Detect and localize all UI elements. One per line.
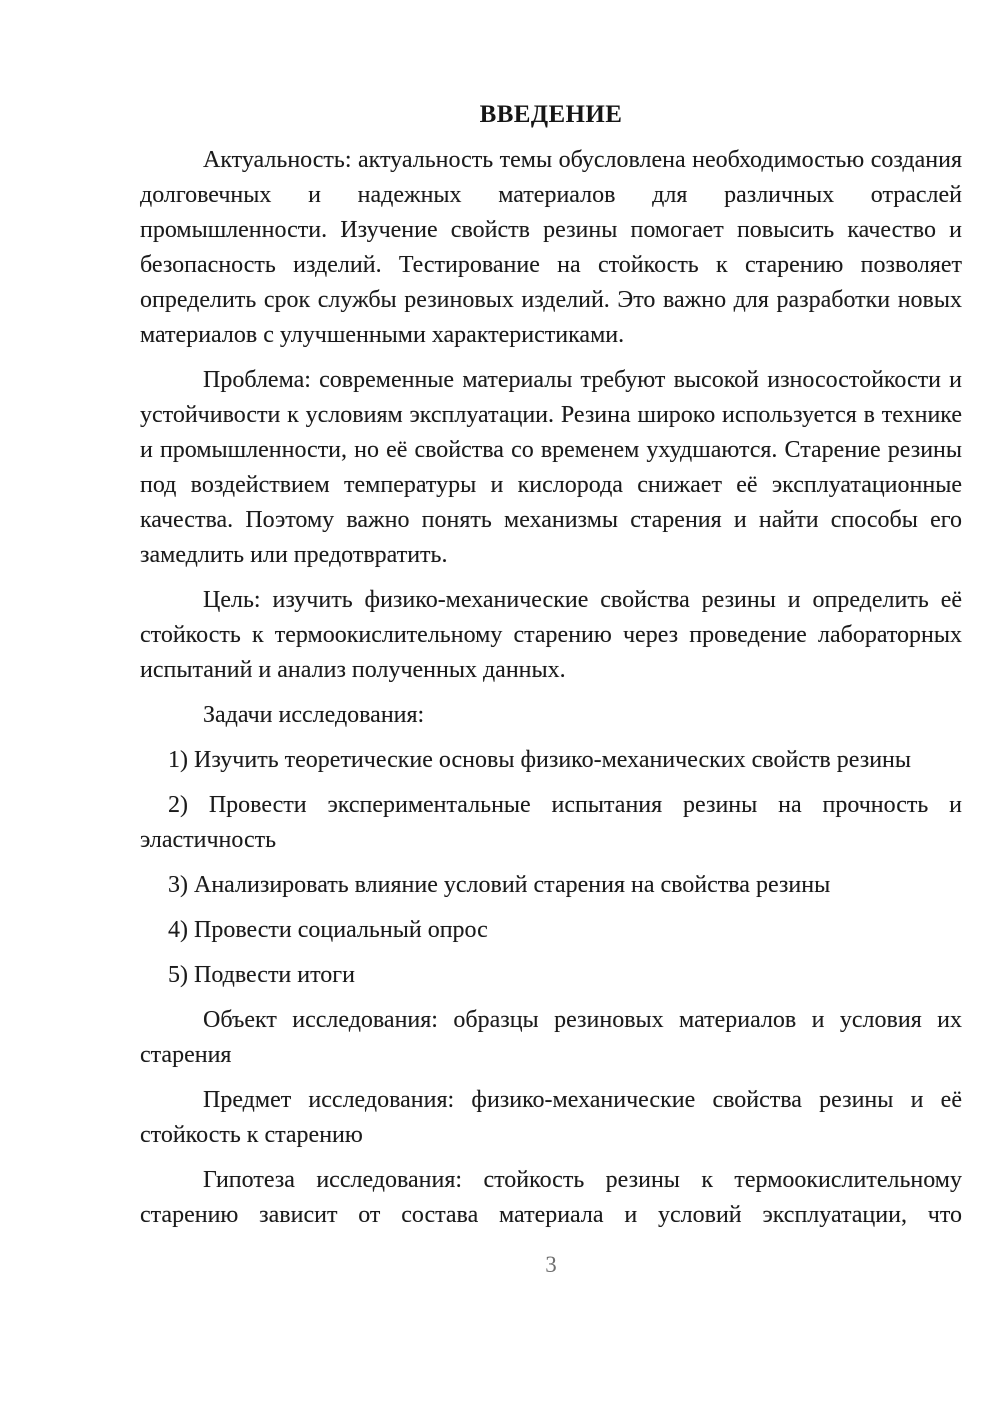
page-number: 3 [545,1252,557,1277]
paragraph-object: Объект исследования: образцы резиновых материалов и условия их старения [140,1007,962,1068]
task-item-2: 2) Провести экспериментальные испытания резины на прочность и эластичность [140,792,962,853]
paragraph-hypothesis: Гипотеза исследования: стойкость резины к термоокислительному старению зависит от состава материала и условий эксплуатации, что [140,1167,962,1228]
page-title: ВВЕДЕНИЕ [479,101,623,128]
task-item-1: 1) Изучить теоретические основы физико-механических свойств резины [168,747,912,773]
paragraph-goal: Цель: изучить физико-механические свойства резины и определить её стойкость к термоокислительному старению через проведение лабораторных испытаний и анализ полученных данных. [140,587,962,683]
paragraph-problem: Проблема: современные материалы требуют высокой износостойкости и устойчивости к условиям эксплуатации. Резина широко используется в технике и промышленности, но её свойства со временем ухудшаются. Старение резины под воздействием температуры и кислорода снижает её эксплуатационные качества. Поэтому важно понять механизмы старения и найти способы его замедлить или предотвратить. [140,367,962,568]
task-item-3: 3) Анализировать влияние условий старения на свойства резины [168,872,831,898]
task-item-4: 4) Провести социальный опрос [168,917,488,943]
paragraph-subject: Предмет исследования: физико-механические свойства резины и её стойкость к старению [140,1087,962,1148]
task-item-5: 5) Подвести итоги [168,962,355,988]
paragraph-relevance: Актуальность: актуальность темы обусловлена необходимостью создания долговечных и надежных материалов для различных отраслей промышленности. Изучение свойств резины помогает повысить качество и безопасность изделий. Тестирование на стойкость к старению позволяет определить срок службы резиновых изделий. Это важно для разработки новых материалов с улучшенными характеристиками. [140,147,962,348]
tasks-heading: Задачи исследования: [203,702,425,728]
